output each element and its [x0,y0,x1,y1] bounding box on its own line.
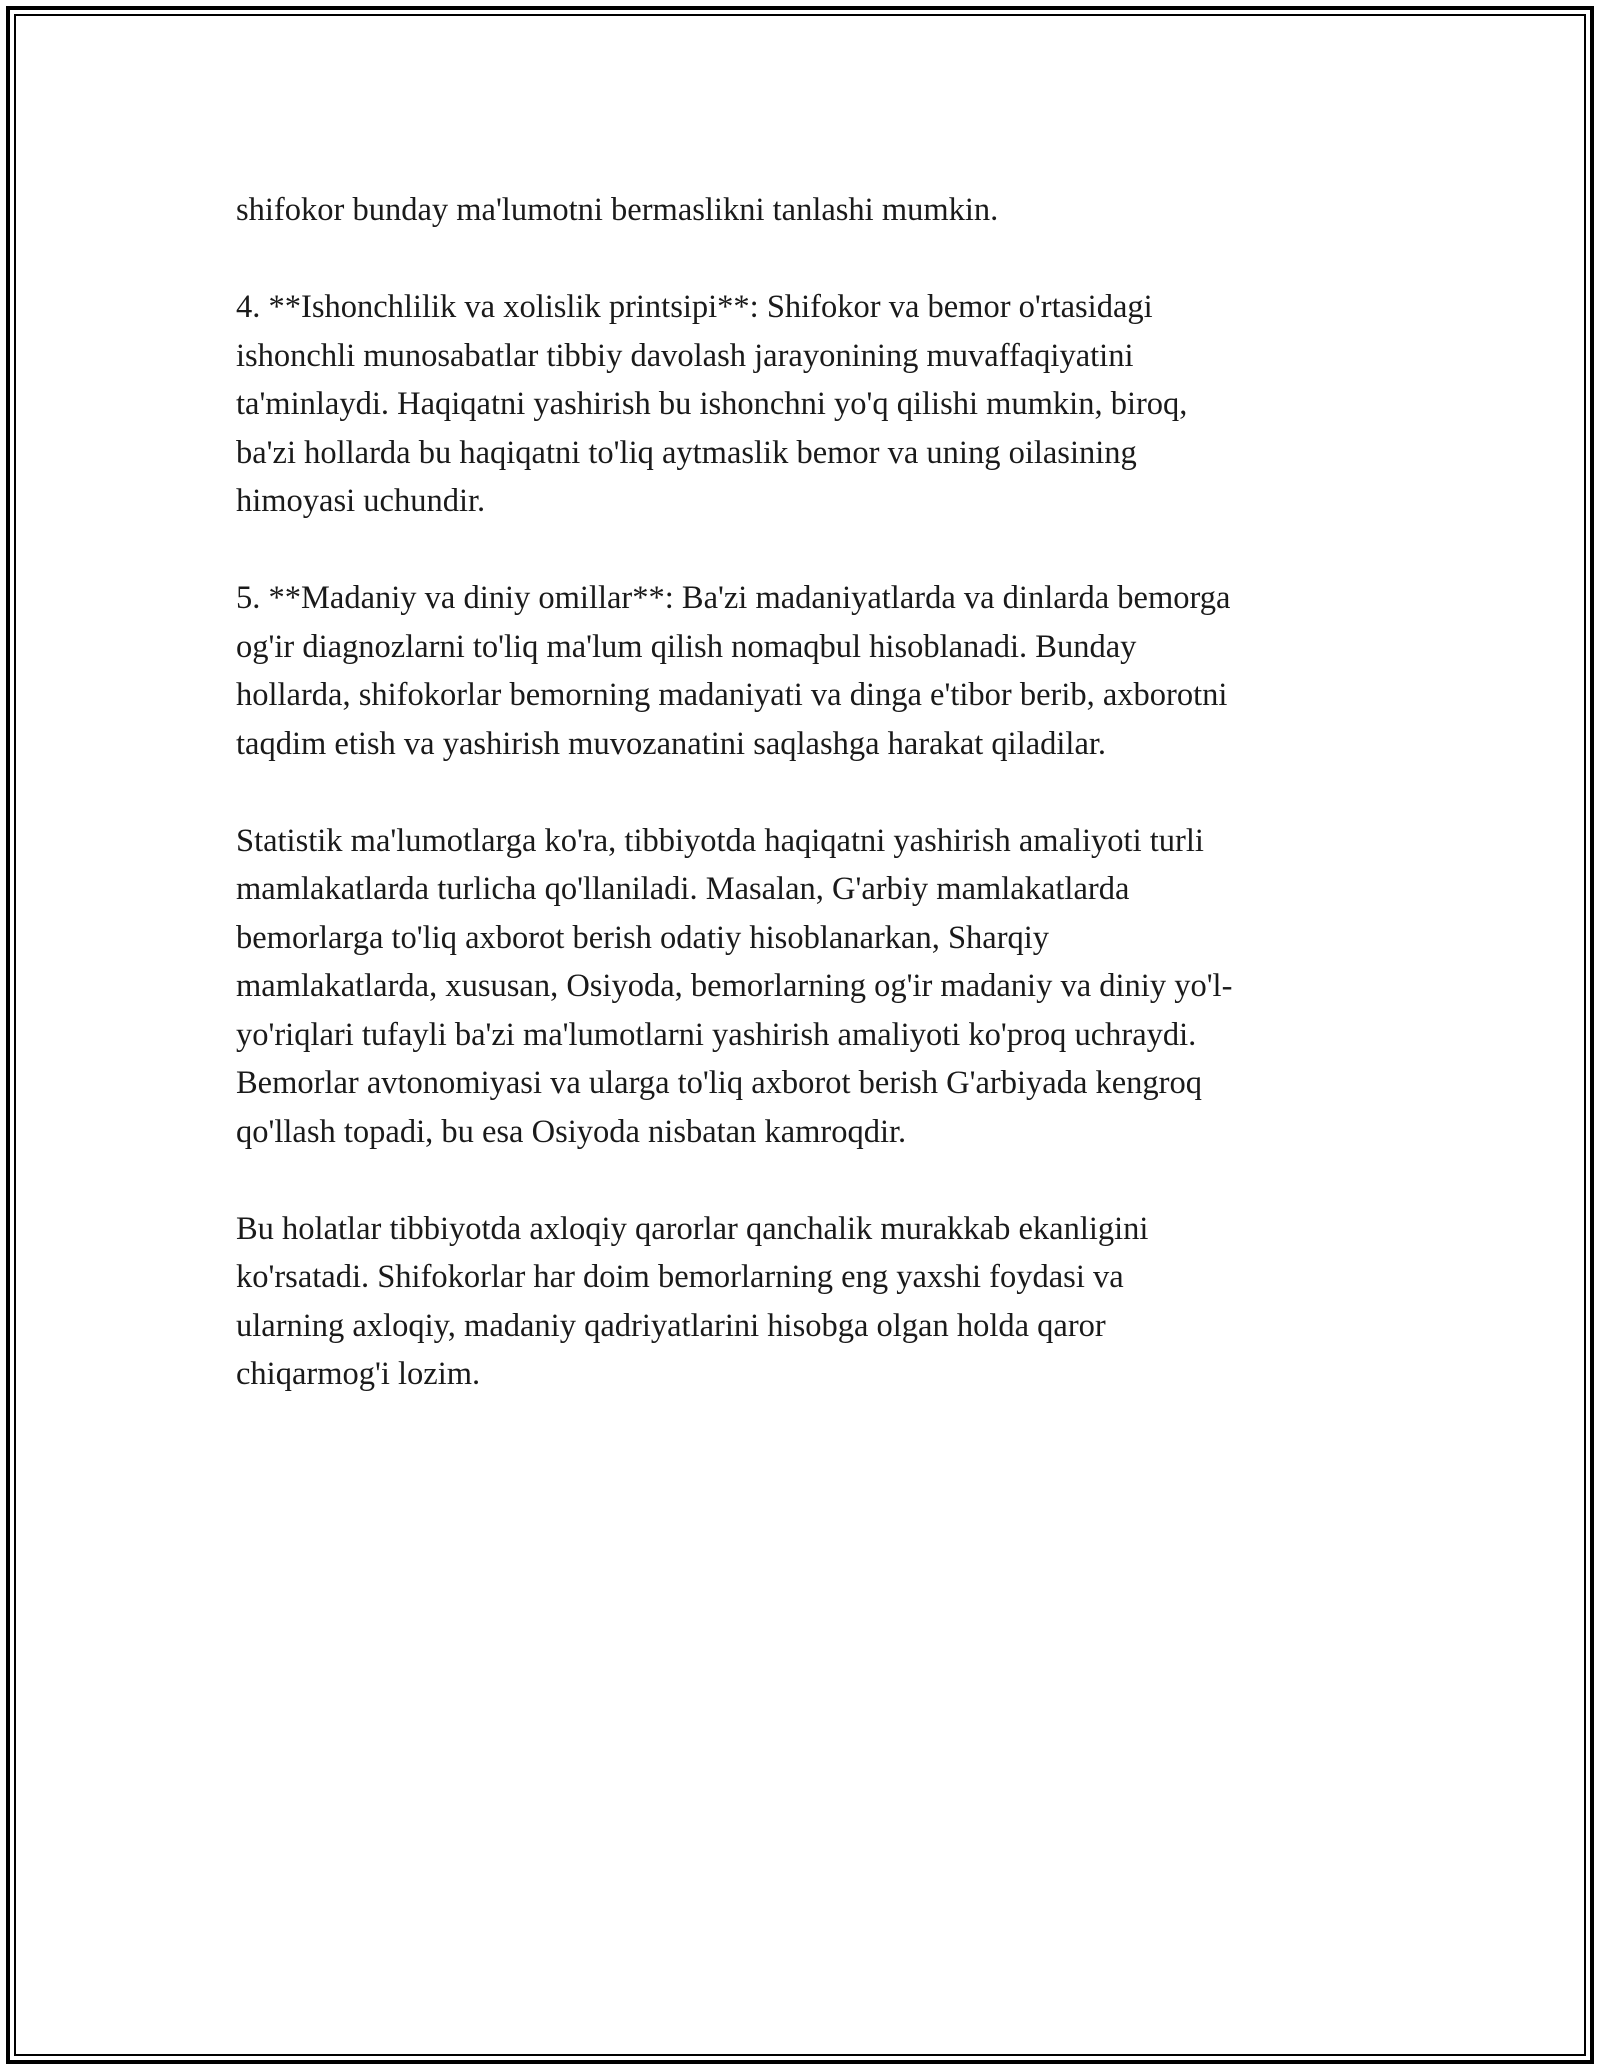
document-body [236,186,1366,1447]
paragraph-conclusion: Bu holatlar tibbiyotda axloqiy qarorlar qanchalik murakkab ekanligini ko'rsatadi. Shifokorlar har doim bemorlarning eng yaxshi foydasi va ularning axloqiy, madaniy qadriyatlarini hisobga olgan holda qaror chiqarmog'i lozim. [236,1210,1149,1392]
paragraph-trust-principle: 4. **Ishonchlilik va xolislik printsipi**: Shifokor va bemor o'rtasidagi ishonchli munosabatlar tibbiy davolash jarayonining muvaffaqiyatini ta'minlaydi. Haqiqatni yashirish bu ishonchni yo'q qilishi mumkin, biroq, ba'zi hollarda bu haqiqatni to'liq aytmaslik bemor va uning oilasining himoyasi uchundir. [236,289,1188,519]
paragraph-continuation: shifokor bunday ma'lumotni bermaslikni tanlashi mumkin. [236,192,999,228]
paragraph-cultural-factors: 5. **Madaniy va diniy omillar**: Ba'zi madaniyatlarda va dinlarda bemorga og'ir diagnozlarni to'liq ma'lum qilish nomaqbul hisoblanadi. Bunday hollarda, shifokorlar bemorning madaniyati va dinga e'tibor berib, axborotni taqdim etish va yashirish muvozanatini saqlashga harakat qiladilar. [236,580,1231,762]
paragraph-statistics: Statistik ma'lumotlarga ko'ra, tibbiyotda haqiqatni yashirish amaliyoti turli mamlakatlarda turlicha qo'llaniladi. Masalan, G'arbiy mamlakatlarda bemorlarga to'liq axborot berish odatiy hisoblanarkan, Sharqiy mamlakatlarda, xususan, Osiyoda, bemorlarning og'ir madaniy va diniy yo'l- yo'riqlari tufayli ba'zi ma'lumotlarni yashirish amaliyoti ko'proq uchraydi. Bemorlar avtonomiyasi va ularga to'liq axborot berish G'arbiyada kengroq qo'llash topadi, bu esa Osiyoda nisbatan kamroqdir. [236,822,1233,1150]
